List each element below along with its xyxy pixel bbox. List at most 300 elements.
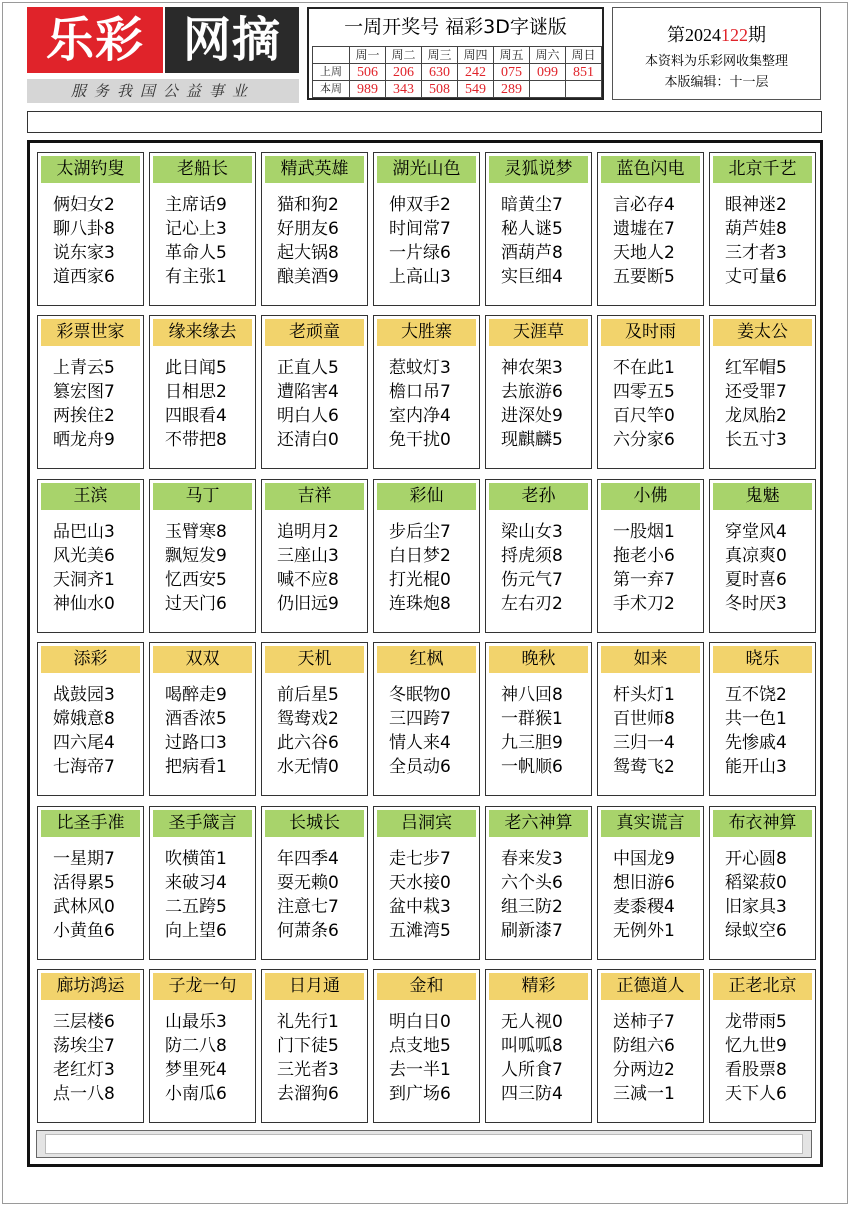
riddle-cell bbox=[373, 315, 480, 469]
riddle-line: 伤元气7 bbox=[501, 570, 563, 590]
riddle-cell bbox=[709, 969, 816, 1123]
riddle-line: 打光棍0 bbox=[389, 570, 451, 590]
riddle-line: 山最乐3 bbox=[165, 1012, 227, 1032]
riddle-author: 天涯草 bbox=[489, 319, 588, 346]
riddle-cell bbox=[149, 642, 256, 796]
riddle-line: 时间常7 bbox=[389, 219, 451, 239]
riddle-line: 还清白0 bbox=[277, 430, 339, 450]
riddle-line: 玉臂寒8 bbox=[165, 522, 227, 542]
riddle-lines bbox=[602, 520, 703, 616]
riddle-author: 圣手箴言 bbox=[153, 810, 252, 837]
riddle-line: 日相思2 bbox=[165, 382, 227, 402]
riddle-line: 喊不应8 bbox=[277, 570, 339, 590]
riddle-line: 篡宏图7 bbox=[53, 382, 115, 402]
riddle-line: 水无情0 bbox=[277, 757, 339, 777]
riddle-line: 分两边2 bbox=[613, 1060, 675, 1080]
riddle-line: 酿美酒9 bbox=[277, 267, 339, 287]
issue-prefix: 第2024 bbox=[667, 25, 721, 45]
riddle-line: 一星期7 bbox=[53, 849, 115, 869]
riddle-line: 酒香浓5 bbox=[165, 709, 227, 729]
weekly-row-label: 上周 bbox=[313, 64, 350, 81]
riddle-line: 看股票8 bbox=[725, 1060, 787, 1080]
logo-tagline: 服务我国公益事业 bbox=[27, 79, 299, 103]
riddle-line: 组三防2 bbox=[501, 897, 563, 917]
weekly-this-row bbox=[313, 81, 602, 98]
riddle-lines bbox=[714, 356, 815, 452]
riddle-line: 能开山3 bbox=[725, 757, 787, 777]
riddle-line: 捋虎须8 bbox=[501, 546, 563, 566]
riddle-line: 眼神迷2 bbox=[725, 195, 787, 215]
riddle-lines bbox=[154, 683, 255, 779]
riddle-lines bbox=[42, 356, 143, 452]
riddle-cell bbox=[261, 806, 368, 960]
riddle-line: 聊八卦8 bbox=[53, 219, 115, 239]
riddle-cell bbox=[709, 642, 816, 796]
riddle-line: 此六谷6 bbox=[277, 733, 339, 753]
riddle-line: 无人视0 bbox=[501, 1012, 563, 1032]
riddle-line: 五要断5 bbox=[613, 267, 675, 287]
riddle-line: 走七步7 bbox=[389, 849, 451, 869]
riddle-author: 子龙一句 bbox=[153, 973, 252, 1000]
riddle-line: 到广场6 bbox=[389, 1084, 451, 1104]
riddle-lines bbox=[714, 1010, 815, 1106]
riddle-line: 神仙水0 bbox=[53, 594, 115, 614]
riddle-author: 小佛 bbox=[601, 483, 700, 510]
riddle-line: 不带把8 bbox=[165, 430, 227, 450]
riddle-author: 吕洞宾 bbox=[377, 810, 476, 837]
riddle-lines bbox=[490, 356, 591, 452]
riddle-line: 礼先行1 bbox=[277, 1012, 339, 1032]
logo-right-text: 网摘 bbox=[165, 7, 299, 73]
riddle-lines bbox=[42, 1010, 143, 1106]
riddle-line: 一片绿6 bbox=[389, 243, 451, 263]
riddle-line: 互不饶2 bbox=[725, 685, 787, 705]
riddle-lines bbox=[266, 847, 367, 943]
riddle-line: 酒葫芦8 bbox=[501, 243, 563, 263]
weekly-number: 851 bbox=[566, 64, 602, 81]
riddle-cell bbox=[597, 806, 704, 960]
riddle-line: 龙带雨5 bbox=[725, 1012, 787, 1032]
riddle-cell bbox=[597, 152, 704, 306]
riddle-author: 天机 bbox=[265, 646, 364, 673]
riddle-line: 三归一4 bbox=[613, 733, 675, 753]
riddle-line: 三层楼6 bbox=[53, 1012, 115, 1032]
riddle-author: 添彩 bbox=[41, 646, 140, 673]
riddle-cell bbox=[149, 969, 256, 1123]
weekly-number: 289 bbox=[494, 81, 530, 98]
riddle-author: 正老北京 bbox=[713, 973, 812, 1000]
riddle-line: 檐口吊7 bbox=[389, 382, 451, 402]
riddle-author: 大胜寨 bbox=[377, 319, 476, 346]
riddle-line: 秘人谜5 bbox=[501, 219, 563, 239]
riddle-line: 说东家3 bbox=[53, 243, 115, 263]
riddle-author: 日月通 bbox=[265, 973, 364, 1000]
riddle-line: 麦黍稷4 bbox=[613, 897, 675, 917]
weekly-number: 506 bbox=[350, 64, 386, 81]
riddle-cell bbox=[597, 969, 704, 1123]
riddle-lines bbox=[154, 356, 255, 452]
riddle-line: 步后尘7 bbox=[389, 522, 451, 542]
riddle-line: 天下人6 bbox=[725, 1084, 787, 1104]
riddle-author: 精彩 bbox=[489, 973, 588, 1000]
riddle-author: 湖光山色 bbox=[377, 156, 476, 183]
riddle-line: 穿堂风4 bbox=[725, 522, 787, 542]
riddle-line: 鸳鸯飞2 bbox=[613, 757, 675, 777]
riddle-line: 一群猴1 bbox=[501, 709, 563, 729]
riddle-line: 正直人5 bbox=[277, 358, 339, 378]
riddle-line: 长五寸3 bbox=[725, 430, 787, 450]
riddle-line: 刷新漆7 bbox=[501, 921, 563, 941]
riddle-line: 免干扰0 bbox=[389, 430, 451, 450]
riddle-lines bbox=[266, 520, 367, 616]
riddle-line: 送柿子7 bbox=[613, 1012, 675, 1032]
riddle-lines bbox=[490, 683, 591, 779]
riddle-line: 小黄鱼6 bbox=[53, 921, 115, 941]
riddle-line: 飘短发9 bbox=[165, 546, 227, 566]
riddle-cell bbox=[597, 479, 704, 633]
weekly-row-label: 本周 bbox=[313, 81, 350, 98]
riddle-line: 品巴山3 bbox=[53, 522, 115, 542]
riddle-author: 北京千艺 bbox=[713, 156, 812, 183]
riddle-line: 梦里死4 bbox=[165, 1060, 227, 1080]
riddle-line: 何萧条6 bbox=[277, 921, 339, 941]
riddle-lines bbox=[602, 683, 703, 779]
riddle-author: 金和 bbox=[377, 973, 476, 1000]
riddle-lines bbox=[42, 847, 143, 943]
riddle-cell bbox=[485, 479, 592, 633]
riddle-cell bbox=[709, 315, 816, 469]
weekly-day: 周三 bbox=[422, 47, 458, 64]
riddle-line: 天洞齐1 bbox=[53, 570, 115, 590]
riddle-cell bbox=[485, 806, 592, 960]
riddle-line: 上高山3 bbox=[389, 267, 451, 287]
riddle-line: 过天门6 bbox=[165, 594, 227, 614]
riddle-lines bbox=[154, 847, 255, 943]
riddle-author: 晚秋 bbox=[489, 646, 588, 673]
riddle-line: 防组六6 bbox=[613, 1036, 675, 1056]
riddle-author: 蓝色闪电 bbox=[601, 156, 700, 183]
riddle-line: 四六尾4 bbox=[53, 733, 115, 753]
riddle-author: 王滨 bbox=[41, 483, 140, 510]
riddle-cell bbox=[709, 152, 816, 306]
riddle-line: 追明月2 bbox=[277, 522, 339, 542]
riddle-line: 九三胆9 bbox=[501, 733, 563, 753]
logo bbox=[27, 7, 299, 103]
riddle-line: 吹横笛1 bbox=[165, 849, 227, 869]
riddle-cell bbox=[597, 315, 704, 469]
riddle-line: 上青云5 bbox=[53, 358, 115, 378]
riddle-line: 门下徒5 bbox=[277, 1036, 339, 1056]
riddle-line: 去旅游6 bbox=[501, 382, 563, 402]
weekly-number bbox=[566, 81, 602, 98]
riddle-author: 老孙 bbox=[489, 483, 588, 510]
riddle-lines bbox=[602, 356, 703, 452]
riddle-cell bbox=[149, 479, 256, 633]
riddle-line: 中国龙9 bbox=[613, 849, 675, 869]
weekly-number: 075 bbox=[494, 64, 530, 81]
riddle-line: 绿蚁空6 bbox=[725, 921, 787, 941]
issue-number-line bbox=[613, 24, 820, 46]
riddle-line: 去溜狗6 bbox=[277, 1084, 339, 1104]
riddle-author: 彩仙 bbox=[377, 483, 476, 510]
riddle-line: 战鼓园3 bbox=[53, 685, 115, 705]
blank-banner bbox=[27, 111, 822, 133]
riddle-line: 仍旧远9 bbox=[277, 594, 339, 614]
riddle-cell bbox=[37, 642, 144, 796]
riddle-line: 过路口3 bbox=[165, 733, 227, 753]
riddle-cell bbox=[373, 642, 480, 796]
riddle-line: 夏时喜6 bbox=[725, 570, 787, 590]
riddle-author: 太湖钓叟 bbox=[41, 156, 140, 183]
riddle-lines bbox=[490, 520, 591, 616]
riddle-author: 双双 bbox=[153, 646, 252, 673]
riddle-line: 杆头灯1 bbox=[613, 685, 675, 705]
riddle-cell bbox=[37, 315, 144, 469]
riddle-line: 去一半1 bbox=[389, 1060, 451, 1080]
riddle-line: 喝醉走9 bbox=[165, 685, 227, 705]
riddle-line: 鸳鸯戏2 bbox=[277, 709, 339, 729]
weekly-day: 周五 bbox=[494, 47, 530, 64]
riddle-line: 武林风0 bbox=[53, 897, 115, 917]
issue-source: 本资料为乐彩网收集整理 bbox=[644, 53, 788, 68]
riddle-line: 明白人6 bbox=[277, 406, 339, 426]
riddle-cell bbox=[485, 642, 592, 796]
weekly-number: 343 bbox=[386, 81, 422, 98]
riddle-author: 灵狐说梦 bbox=[489, 156, 588, 183]
weekly-number: 508 bbox=[422, 81, 458, 98]
riddle-line: 天地人2 bbox=[613, 243, 675, 263]
riddle-line: 六分家6 bbox=[613, 430, 675, 450]
riddle-line: 三四跨7 bbox=[389, 709, 451, 729]
riddle-lines bbox=[378, 847, 479, 943]
riddle-line: 猫和狗2 bbox=[277, 195, 339, 215]
riddle-line: 人所食7 bbox=[501, 1060, 563, 1080]
riddle-line: 连珠炮8 bbox=[389, 594, 451, 614]
riddle-line: 真凉爽0 bbox=[725, 546, 787, 566]
riddle-line: 叫呱呱8 bbox=[501, 1036, 563, 1056]
riddle-line: 言必存4 bbox=[613, 195, 675, 215]
riddle-line: 旧家具3 bbox=[725, 897, 787, 917]
weekly-number: 242 bbox=[458, 64, 494, 81]
riddle-cell bbox=[261, 152, 368, 306]
weekly-corner bbox=[313, 47, 350, 64]
riddle-line: 活得累5 bbox=[53, 873, 115, 893]
riddle-line: 向上望6 bbox=[165, 921, 227, 941]
riddle-line: 老红灯3 bbox=[53, 1060, 115, 1080]
weekly-number: 549 bbox=[458, 81, 494, 98]
riddle-line: 第一弃7 bbox=[613, 570, 675, 590]
riddle-cell bbox=[149, 152, 256, 306]
riddle-line: 神农架3 bbox=[501, 358, 563, 378]
riddle-line: 三才者3 bbox=[725, 243, 787, 263]
riddle-line: 惹蚊灯3 bbox=[389, 358, 451, 378]
riddle-line: 革命人5 bbox=[165, 243, 227, 263]
riddle-line: 神八回8 bbox=[501, 685, 563, 705]
riddle-cell bbox=[261, 969, 368, 1123]
riddle-cell bbox=[261, 315, 368, 469]
riddle-line: 白日梦2 bbox=[389, 546, 451, 566]
riddle-author: 及时雨 bbox=[601, 319, 700, 346]
riddle-line: 俩妇女2 bbox=[53, 195, 115, 215]
riddle-line: 四眼看4 bbox=[165, 406, 227, 426]
riddle-cell bbox=[373, 479, 480, 633]
riddle-cell bbox=[373, 806, 480, 960]
riddle-cell bbox=[485, 969, 592, 1123]
riddle-cell bbox=[261, 642, 368, 796]
riddle-line: 一帆顺6 bbox=[501, 757, 563, 777]
riddle-lines bbox=[714, 847, 815, 943]
bottom-bar-inner bbox=[45, 1134, 803, 1154]
riddle-lines bbox=[490, 193, 591, 289]
riddle-line: 防二八8 bbox=[165, 1036, 227, 1056]
riddle-author: 缘来缘去 bbox=[153, 319, 252, 346]
riddle-author: 真实谎言 bbox=[601, 810, 700, 837]
riddle-lines bbox=[714, 193, 815, 289]
riddle-lines bbox=[714, 683, 815, 779]
riddle-line: 道西家6 bbox=[53, 267, 115, 287]
riddle-lines bbox=[602, 1010, 703, 1106]
riddle-line: 冬眠物0 bbox=[389, 685, 451, 705]
riddle-lines bbox=[154, 520, 255, 616]
riddle-cell bbox=[597, 642, 704, 796]
riddle-line: 点支地5 bbox=[389, 1036, 451, 1056]
riddle-author: 姜太公 bbox=[713, 319, 812, 346]
riddle-author: 老六神算 bbox=[489, 810, 588, 837]
riddle-line: 嫦娥意8 bbox=[53, 709, 115, 729]
riddle-line: 一股烟1 bbox=[613, 522, 675, 542]
weekly-number: 206 bbox=[386, 64, 422, 81]
riddle-line: 耍无赖0 bbox=[277, 873, 339, 893]
riddle-line: 不在此1 bbox=[613, 358, 675, 378]
riddle-line: 暗黄尘7 bbox=[501, 195, 563, 215]
riddle-author: 彩票世家 bbox=[41, 319, 140, 346]
riddle-author: 正德道人 bbox=[601, 973, 700, 1000]
riddle-author: 马丁 bbox=[153, 483, 252, 510]
weekly-header-row bbox=[313, 47, 602, 64]
logo-left-text: 乐彩 bbox=[27, 7, 163, 73]
riddle-line: 此日闻5 bbox=[165, 358, 227, 378]
weekly-last-row bbox=[313, 64, 602, 81]
riddle-author: 布衣神算 bbox=[713, 810, 812, 837]
riddle-lines bbox=[602, 193, 703, 289]
weekly-day: 周日 bbox=[566, 47, 602, 64]
riddle-cell bbox=[373, 152, 480, 306]
riddle-author: 晓乐 bbox=[713, 646, 812, 673]
riddle-cell bbox=[37, 969, 144, 1123]
riddle-lines bbox=[378, 193, 479, 289]
riddle-line: 四三防4 bbox=[501, 1084, 563, 1104]
riddle-line: 五滩湾5 bbox=[389, 921, 451, 941]
riddle-line: 左右刃2 bbox=[501, 594, 563, 614]
riddle-line: 春来发3 bbox=[501, 849, 563, 869]
issue-box bbox=[612, 7, 821, 100]
riddle-line: 荡埃尘7 bbox=[53, 1036, 115, 1056]
riddle-line: 进深处9 bbox=[501, 406, 563, 426]
riddle-line: 拖老小6 bbox=[613, 546, 675, 566]
riddle-line: 先惨戚4 bbox=[725, 733, 787, 753]
riddle-lines bbox=[602, 847, 703, 943]
riddle-line: 起大锅8 bbox=[277, 243, 339, 263]
riddle-lines bbox=[714, 520, 815, 616]
riddle-line: 六个头6 bbox=[501, 873, 563, 893]
riddle-author: 吉祥 bbox=[265, 483, 364, 510]
weekly-draw-box bbox=[307, 7, 604, 100]
riddle-line: 想旧游6 bbox=[613, 873, 675, 893]
riddle-line: 开心圆8 bbox=[725, 849, 787, 869]
riddle-line: 百尺竿0 bbox=[613, 406, 675, 426]
riddle-line: 注意七7 bbox=[277, 897, 339, 917]
weekly-number: 989 bbox=[350, 81, 386, 98]
riddle-frame bbox=[27, 140, 823, 1167]
riddle-lines bbox=[266, 1010, 367, 1106]
riddle-line: 天水接0 bbox=[389, 873, 451, 893]
issue-number: 122 bbox=[721, 25, 748, 45]
riddle-line: 百世师8 bbox=[613, 709, 675, 729]
weekly-table bbox=[312, 46, 602, 98]
riddle-author: 精武英雄 bbox=[265, 156, 364, 183]
riddle-line: 室内净4 bbox=[389, 406, 451, 426]
riddle-author: 鬼魅 bbox=[713, 483, 812, 510]
riddle-line: 手术刀2 bbox=[613, 594, 675, 614]
weekly-number: 630 bbox=[422, 64, 458, 81]
weekly-title: 一周开奖号 福彩3D字谜版 bbox=[344, 16, 567, 38]
riddle-cell bbox=[709, 479, 816, 633]
riddle-line: 两挨住2 bbox=[53, 406, 115, 426]
riddle-line: 盆中栽3 bbox=[389, 897, 451, 917]
riddle-lines bbox=[42, 193, 143, 289]
riddle-line: 主席话9 bbox=[165, 195, 227, 215]
riddle-line: 晒龙舟9 bbox=[53, 430, 115, 450]
riddle-line: 情人来4 bbox=[389, 733, 451, 753]
riddle-line: 小南瓜6 bbox=[165, 1084, 227, 1104]
riddle-line: 三光者3 bbox=[277, 1060, 339, 1080]
weekly-day: 周六 bbox=[530, 47, 566, 64]
bottom-bar bbox=[36, 1130, 812, 1158]
riddle-line: 全员动6 bbox=[389, 757, 451, 777]
riddle-line: 七海帝7 bbox=[53, 757, 115, 777]
weekly-number bbox=[530, 81, 566, 98]
riddle-line: 还受罪7 bbox=[725, 382, 787, 402]
riddle-cell bbox=[485, 315, 592, 469]
riddle-line: 前后星5 bbox=[277, 685, 339, 705]
riddle-cell bbox=[261, 479, 368, 633]
riddle-author: 老顽童 bbox=[265, 319, 364, 346]
riddle-line: 实巨细4 bbox=[501, 267, 563, 287]
riddle-lines bbox=[378, 1010, 479, 1106]
riddle-lines bbox=[266, 356, 367, 452]
riddle-line: 有主张1 bbox=[165, 267, 227, 287]
riddle-lines bbox=[490, 847, 591, 943]
riddle-line: 葫芦娃8 bbox=[725, 219, 787, 239]
riddle-line: 三减一1 bbox=[613, 1084, 675, 1104]
riddle-line: 好朋友6 bbox=[277, 219, 339, 239]
riddle-lines bbox=[42, 683, 143, 779]
riddle-line: 遗墟在7 bbox=[613, 219, 675, 239]
riddle-line: 忆九世9 bbox=[725, 1036, 787, 1056]
riddle-lines bbox=[490, 1010, 591, 1106]
riddle-lines bbox=[378, 356, 479, 452]
weekly-number: 099 bbox=[530, 64, 566, 81]
riddle-lines bbox=[378, 683, 479, 779]
riddle-author: 长城长 bbox=[265, 810, 364, 837]
riddle-line: 伸双手2 bbox=[389, 195, 451, 215]
riddle-author: 老船长 bbox=[153, 156, 252, 183]
riddle-cell bbox=[485, 152, 592, 306]
riddle-line: 现麒麟5 bbox=[501, 430, 563, 450]
issue-editor: 本版编辑：十一层 bbox=[664, 74, 769, 89]
issue-suffix: 期 bbox=[748, 25, 766, 45]
riddle-line: 无例外1 bbox=[613, 921, 675, 941]
